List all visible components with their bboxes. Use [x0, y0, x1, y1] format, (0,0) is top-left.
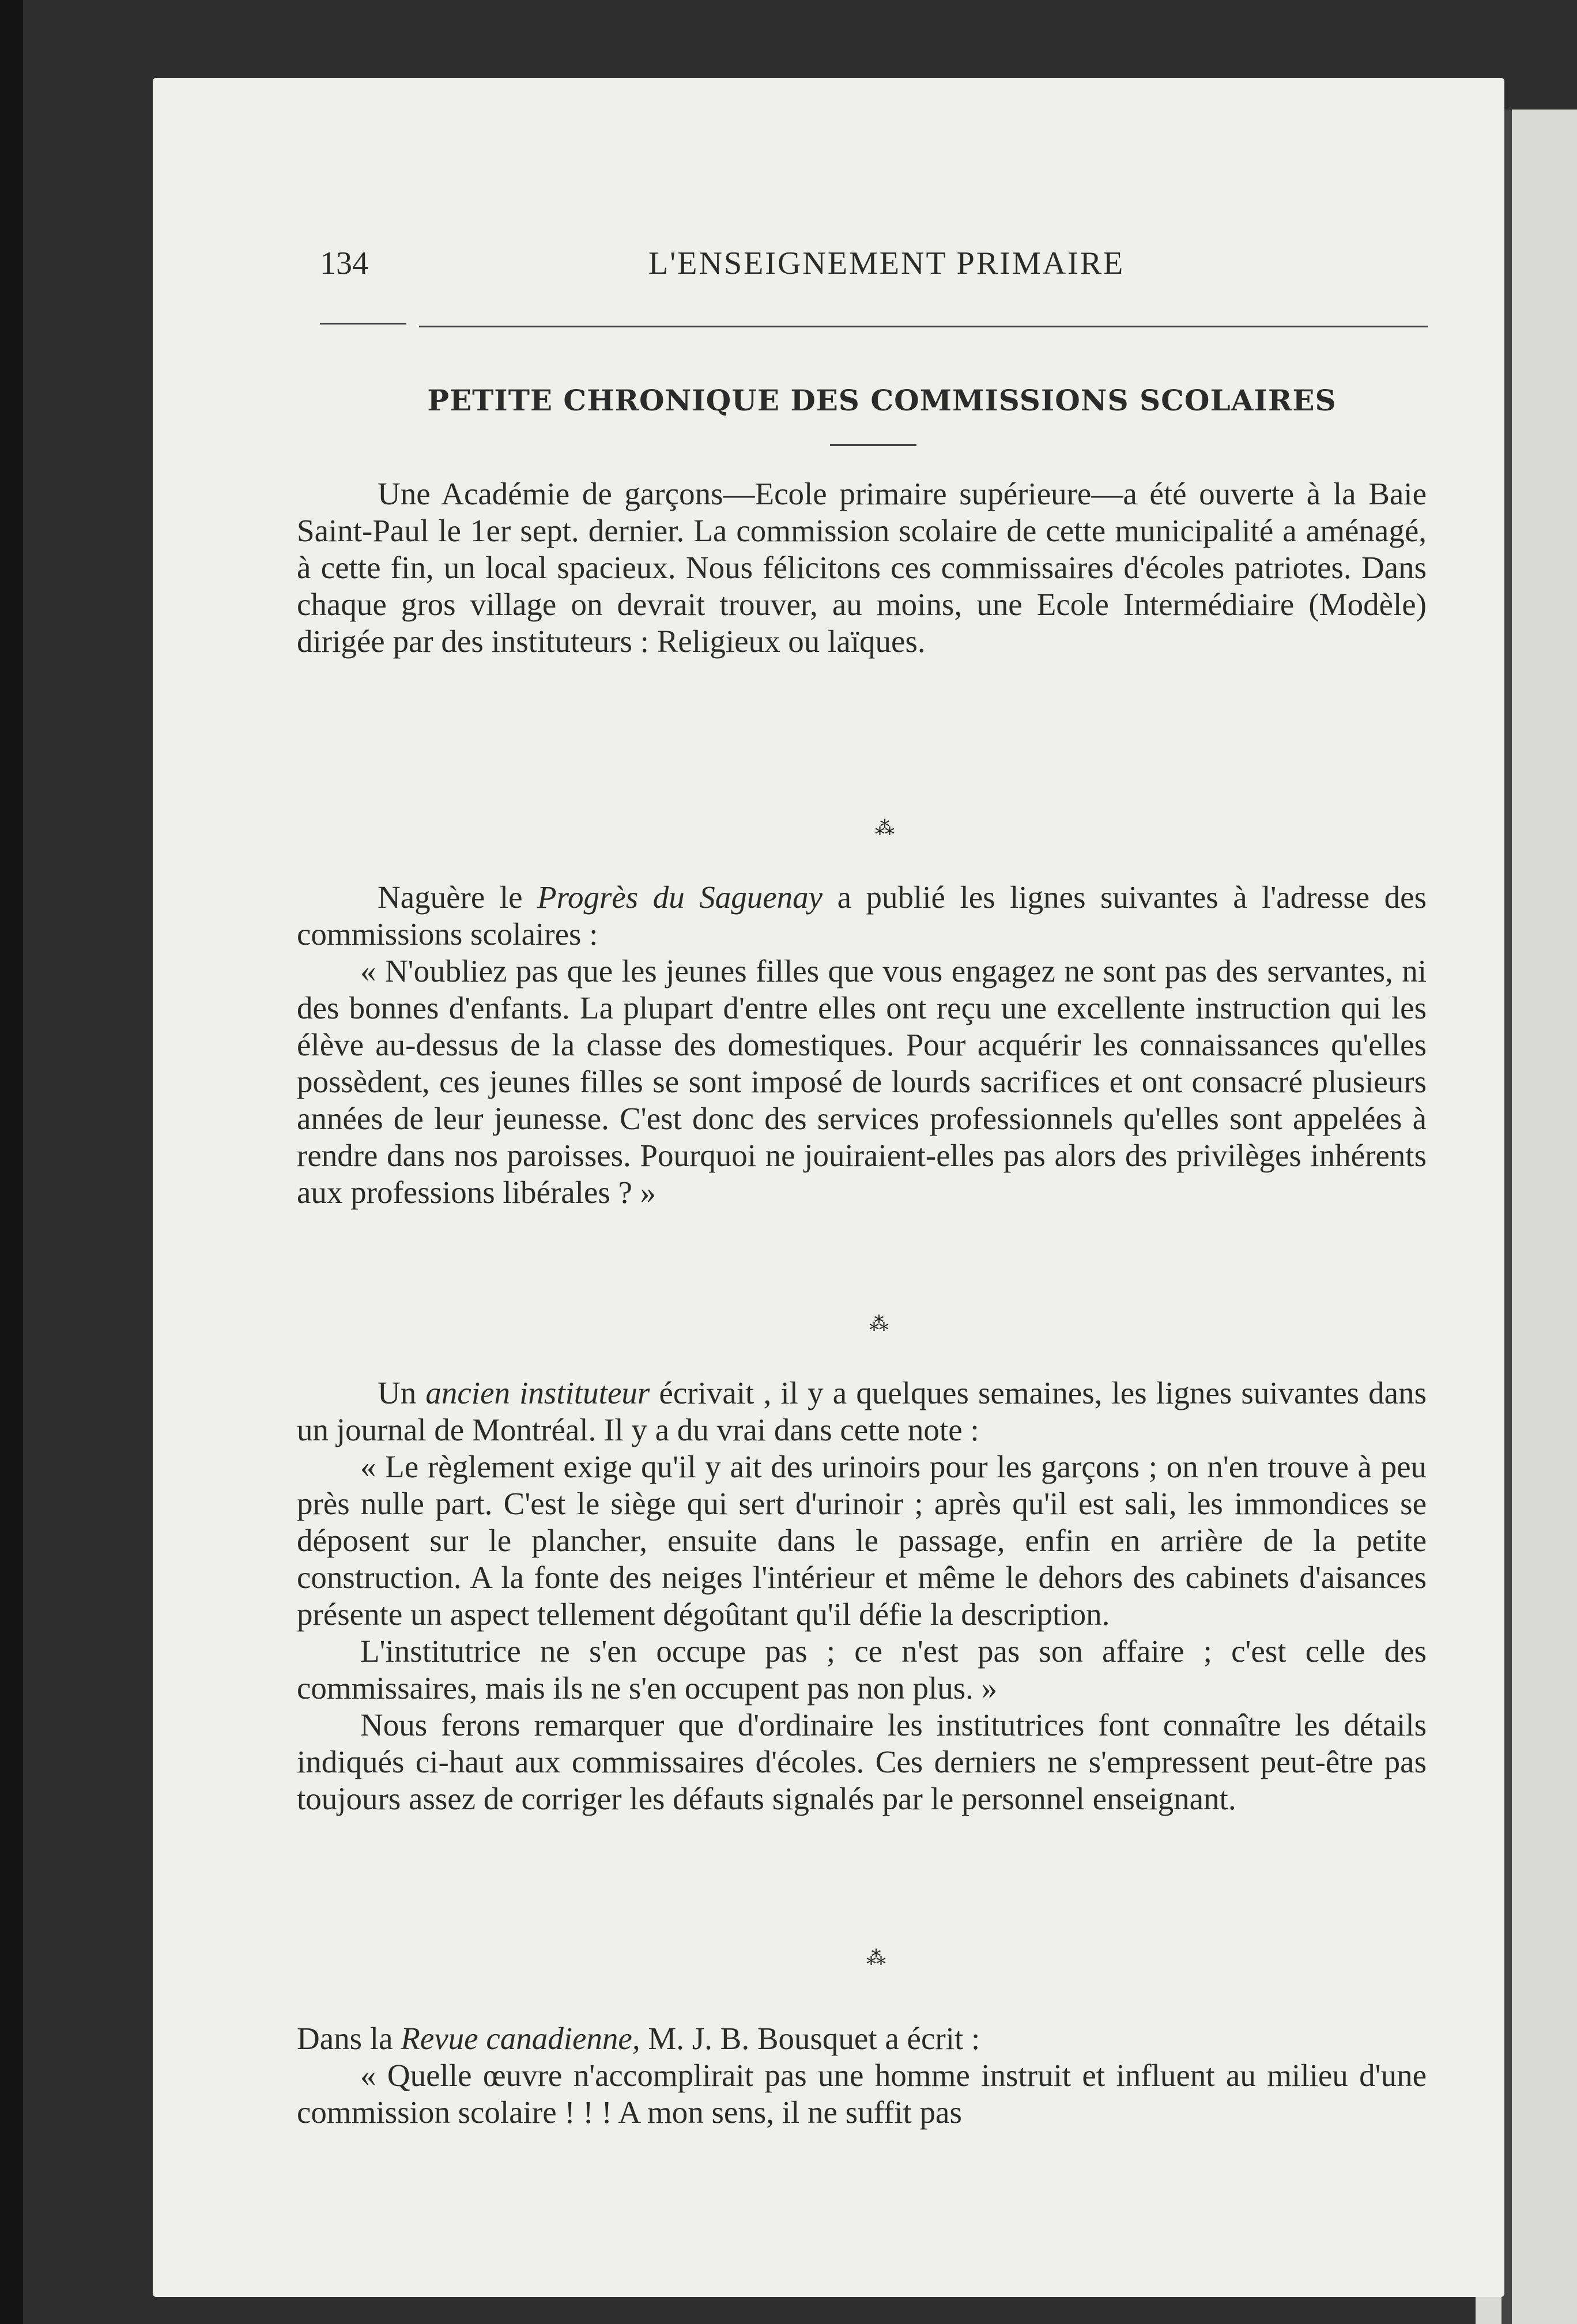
paragraph-progres-saguenay [297, 879, 1427, 1211]
header-rule-long [419, 326, 1428, 327]
quote-text: « Quelle œuvre n'accomplirait pas une homme instruit et influent au milieu d'une commission scolaire ! ! ! A mon sens, il ne suffit pas [297, 2058, 1427, 2130]
author-label: ancien instituteur [425, 1375, 650, 1410]
quote-text-2: L'institutrice ne s'en occupe pas ; ce n'est pas son affaire ; c'est celle des commissaires, mais ils ne s'en occupent pas non plus. » [297, 1633, 1427, 1706]
section-title: PETITE CHRONIQUE DES COMMISSIONS SCOLAIRES [427, 383, 1337, 417]
newspaper-title: Progrès du Saguenay [537, 880, 823, 915]
paragraph-revue-canadienne [297, 2020, 1427, 2131]
scan-border [0, 0, 23, 2324]
paragraph-intro [297, 879, 1427, 953]
quote-text: « N'oubliez pas que les jeunes filles que vous engagez ne sont pas des servantes, ni des bonnes d'enfants. La plupart d'entre elles ont reçu une excellente instruction qui les élève au-dessus de la classe des domestiques. Pour acquérir les connaissances qu'elles possèdent, ces jeunes filles se sont imposé de lourds sacrifices et ont consacré plusieurs années de leur jeunesse. C'est donc des services professionnels qu'elles sont appelées à rendre dans nos paroisses. Pourquoi ne jouiraient-elles pas alors des privilèges inhérents aux professions libérales ? » [297, 953, 1427, 1210]
intro-text: Naguère le [378, 880, 537, 915]
journal-title: Revue canadienne, [401, 2021, 640, 2056]
header-rule-short [320, 323, 406, 325]
paragraph-intro [297, 2020, 1427, 2057]
running-header [320, 245, 1504, 303]
asterism-separator: ⁂ [869, 1314, 889, 1335]
quote-text: « Le règlement exige qu'il y ait des urinoirs pour les garçons ; on n'en trouve à peu près nulle part. C'est le siège qui sert d'urinoir ; après qu'il est sali, les immondices se déposent sur le plancher, ensuite dans le passage, enfin en arrière de la petite construction. A la fonte des neiges l'intérieur et même le dehors des cabinets d'aisances présente un aspect tellement dégoûtant qu'il défie la description. [297, 1449, 1427, 1632]
paragraph-academie [297, 476, 1427, 660]
paragraph-ancien-instituteur [297, 1375, 1427, 1817]
intro-text-end: écrivait , il y a quelques semaines, les lignes suivantes dans un journal de Montréal. Il y a du vrai dans cette note : [297, 1375, 1427, 1447]
intro-text-end: M. J. B. Bousquet a écrit : [640, 2021, 980, 2056]
asterism-separator: ⁂ [866, 1948, 886, 1969]
editor-remark: Nous ferons remarquer que d'ordinaire les institutrices font connaître les détails indiqués ci-haut aux commissaires d'écoles. Ces derniers ne s'empressent peut-être pas toujours assez de corriger les défauts signalés par le personnel enseignant. [297, 1707, 1427, 1816]
asterism-separator: ⁂ [875, 818, 895, 839]
paragraph-intro [297, 1375, 1427, 1448]
document-page [153, 78, 1504, 2297]
intro-text: Un [378, 1375, 426, 1410]
running-title: L'ENSEIGNEMENT PRIMAIRE [648, 246, 1125, 281]
intro-text: Dans la [297, 2021, 401, 2056]
intro-text-end: a publié les lignes suivantes à l'adresse des commissions scolaires : [297, 880, 1427, 952]
paragraph-text: Une Académie de garçons—Ecole primaire supérieure—a été ouverte à la Baie Saint-Paul le 1er sept. dernier. La commission scolaire de cette municipalité a aménagé, à cette fin, un local spacieux. Nous félicitons ces commissaires d'écoles patriotes. Dans chaque gros village on devrait trouver, au moins, une Ecole Intermédiaire (Modèle) dirigée par des instituteurs : Religieux ou laïques. [297, 476, 1427, 659]
title-underline [830, 444, 916, 446]
page-number: 134 [320, 246, 368, 281]
